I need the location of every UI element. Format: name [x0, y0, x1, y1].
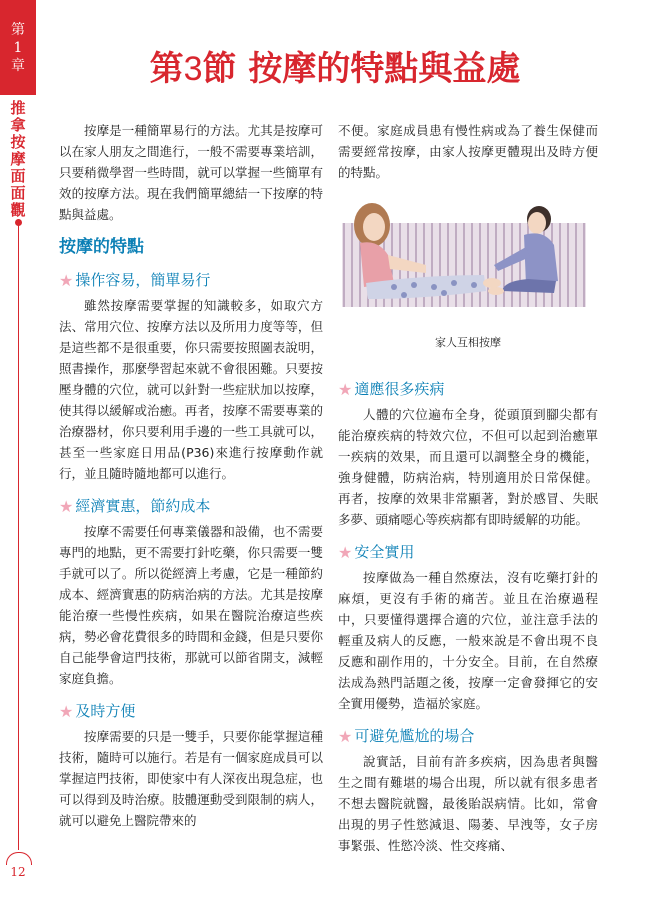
chapter-tab [0, 0, 36, 95]
star-icon: ★ [59, 497, 74, 516]
title-number: 3 [183, 50, 203, 88]
sidebar-rule [18, 222, 19, 850]
subsection-paragraph: 說實話，目前有許多疾病，因為患者與醫生之間有難堪的場合出現，所以就有很多患者不想去醫院就醫，最後貽誤病情。比如，常會出現的男子性慾減退、陽萎、早洩等，女子房事緊張、性慾冷淡、性交疼痛、 [338, 754, 598, 853]
subsection-heading [338, 542, 598, 563]
subsection-heading-text: 操作容易，簡單易行 [75, 271, 211, 289]
chapter-title: 推拿按摩面面觀 [10, 99, 26, 219]
subsection-heading [338, 726, 598, 747]
subsection-heading [59, 496, 323, 517]
chapter-char: 章 [11, 57, 25, 74]
page-title [75, 48, 595, 90]
chapter-number: 1 [13, 39, 23, 56]
star-icon: ★ [338, 727, 353, 746]
page-number-arc [6, 852, 32, 865]
subsection-heading-text: 適應很多疾病 [354, 380, 445, 398]
subsection-paragraph: 按摩不需要任何專業儀器和設備，也不需要專門的地點，更不需要打針吃藥，你只需要一雙手就可以了。所以從經濟上考慮，它是一種節約成本、經濟實惠的防病治病的方法。尤其是按摩能治療一些慢性疾病，如果在醫院治療這些疾病，勢必會花費很多的時間和金錢，但是只要你自己能學會這門技術，那就可以節省開支，減輕家庭負擔。 [59, 524, 323, 686]
subsection-heading [59, 701, 323, 722]
subsection-heading-text: 經濟實惠，節約成本 [75, 497, 211, 515]
subsection-paragraph: 按摩做為一種自然療法，沒有吃藥打針的麻煩，更沒有手術的痛苦。並且在治療過程中，只要懂得選擇合適的穴位，並注意手法的輕重及病人的反應，一般來說是不會出現不良反應和副作用的，十分安全。目前，在自然療法成為熱門話題之後，按摩一定會發揮它的安全實用優勢，造福於家庭。 [338, 570, 598, 711]
title-suffix: 節 按摩的特點與益處 [202, 49, 521, 89]
illustration-caption: 家人互相按摩 [435, 336, 501, 349]
illustration-drawing [334, 195, 590, 330]
subsection-paragraph: 人體的穴位遍布全身，從頭頂到腳尖都有能治療疾病的特效穴位，不但可以起到治癒單一疾病的效果，而且還可以調整全身的機能，強身健體，防病治病，特別適用於日常保健。再者，按摩的效果非常顯著，對於感冒、失眠多夢、頭痛噁心等疾病都有即時緩解的功能。 [338, 407, 598, 527]
left-column [59, 120, 323, 831]
subsection-paragraph: 按摩需要的只是一雙手，只要你能掌握這種技術，隨時可以施行。若是有一個家庭成員可以掌握這門技術，即使家中有人深夜出現急症，也可以得到及時治療。肢體運動受到限制的病人，就可以避免上醫院帶來的 [59, 729, 323, 828]
star-icon: ★ [338, 543, 353, 562]
section-heading: 按摩的特點 [59, 237, 144, 257]
intro-paragraph: 按摩是一種簡單易行的方法。尤其是按摩可以在家人朋友之間進行，一般不需要專業培訓，只要稍微學習一些時間，就可以掌握一些簡單有效的按摩方法。現在我們簡單總結一下按摩的特點與益處。 [59, 123, 323, 222]
subsection-heading [59, 270, 323, 291]
title-prefix: 第 [149, 49, 184, 89]
subsection-heading-text: 安全實用 [354, 543, 415, 561]
chapter-char: 第 [11, 21, 25, 38]
family-massage-illustration [334, 195, 590, 330]
star-icon: ★ [338, 380, 353, 399]
page-number: 12 [10, 865, 26, 879]
subsection-paragraph: 雖然按摩需要掌握的知識較多，如取穴方法、常用穴位、按摩方法以及所用力度等等，但是這些都不是很重要，你只需要按照圖表說明，照書操作，那麼學習起來就不會很困難。只要按壓身體的穴位，就可以針對一些症狀加以按摩，使其得以緩解或治癒。再者，按摩不需要專業的治療器材，你只要利用手邊的一些工具就可以，甚至一些家庭日用品(P36)來進行按摩動作就行，並且隨時隨地都可以進行。 [59, 298, 323, 481]
star-icon: ★ [59, 271, 74, 290]
right-column [338, 120, 598, 856]
continued-paragraph: 不便。家庭成員患有慢性病或為了養生保健而需要經常按摩，由家人按摩更體現出及時方便的特點。 [338, 123, 598, 180]
page-number-badge [6, 852, 30, 882]
subsection-heading-text: 可避免尷尬的場合 [354, 727, 475, 745]
subsection-heading-text: 及時方便 [75, 702, 136, 720]
subsection-heading [338, 379, 598, 400]
star-icon: ★ [59, 702, 74, 721]
